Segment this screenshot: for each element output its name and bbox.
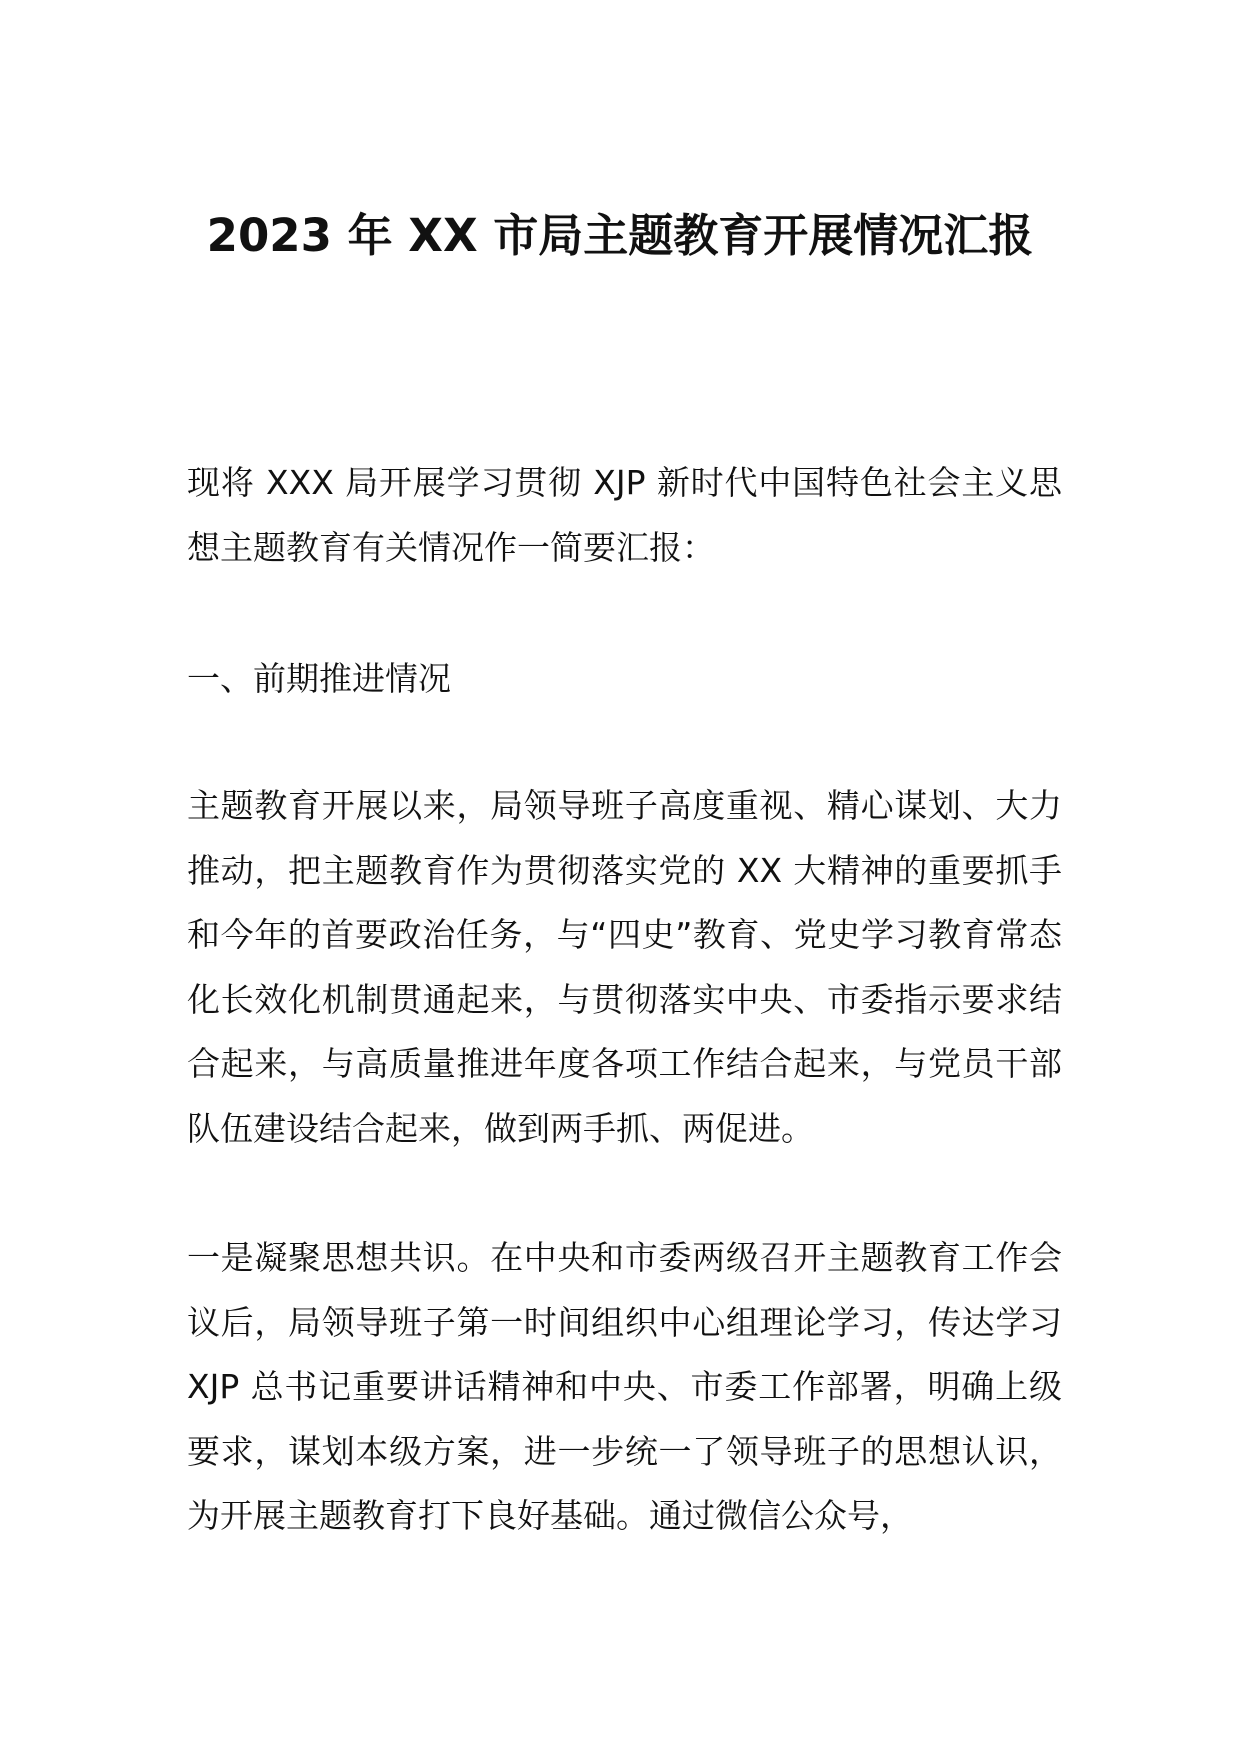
- document-title: 2023 年 XX 市局主题教育开展情况汇报: [206, 209, 1034, 262]
- body-paragraph-2: 一是凝聚思想共识。在中央和市委两级召开主题教育工作会议后，局领导班子第一时间组织中心组理论学习，传达学习 XJP 总书记重要讲话精神和中央、市委工作部署，明确上级要求，谋划本级方案，进一步统一了领导班子的思想认识，为开展主题教育打下良好基础。通过微信公众号，: [187, 1238, 1062, 1536]
- intro-paragraph: 现将 XXX 局开展学习贯彻 XJP 新时代中国特色社会主义思想主题教育有关情况作一简要汇报：: [187, 463, 1062, 567]
- body-paragraph-1: 主题教育开展以来，局领导班子高度重视、精心谋划、大力推动，把主题教育作为贯彻落实党的 XX 大精神的重要抓手和今年的首要政治任务，与“四史”教育、党史学习教育常态化长效化机制贯通起来，与贯彻落实中央、市委指示要求结合起来，与高质量推进年度各项工作结合起来，与党员干部队伍建设结合起来，做到两手抓、两促进。: [187, 786, 1062, 1148]
- section-heading: 一、前期推进情况: [187, 659, 451, 698]
